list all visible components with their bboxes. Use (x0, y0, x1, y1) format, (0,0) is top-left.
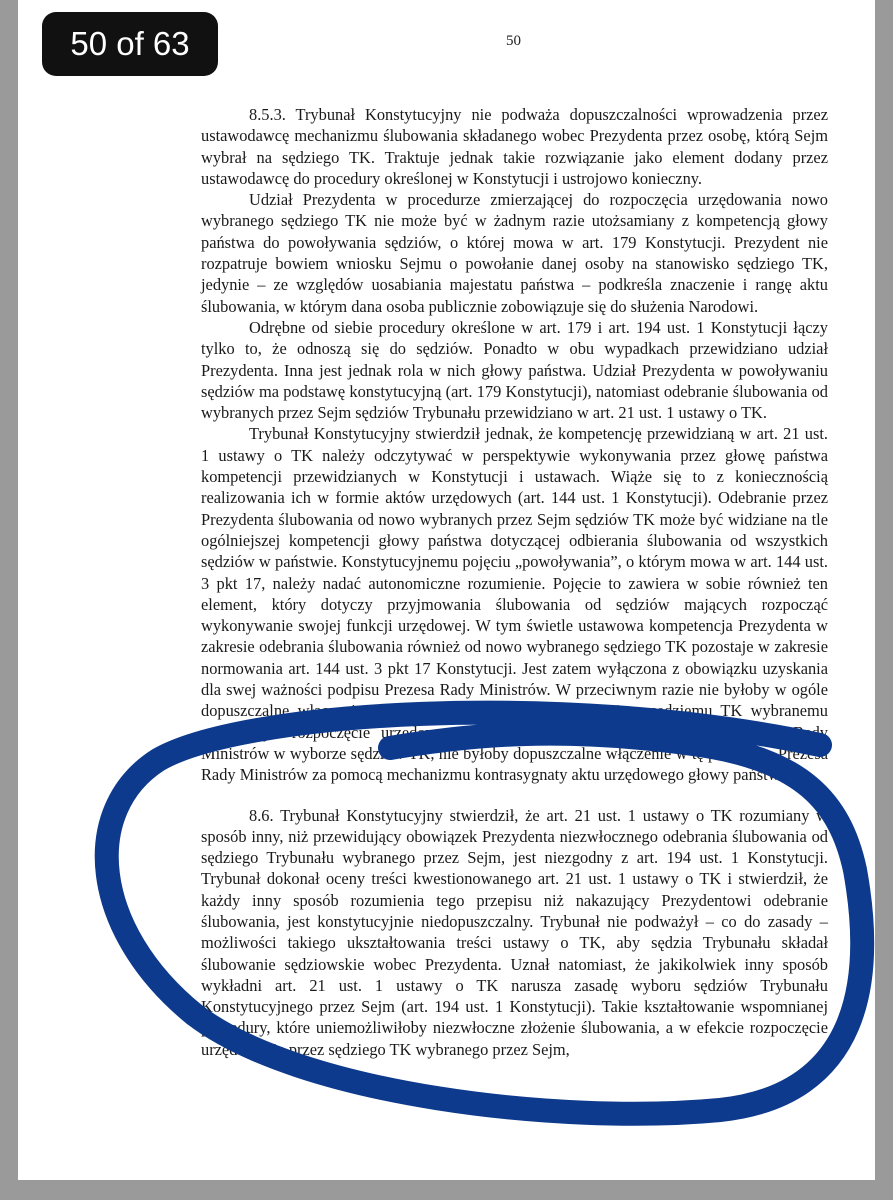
page-body (201, 104, 828, 1060)
paragraph-8-6: 8.6. Trybunał Konstytucyjny stwierdził, że art. 21 ust. 1 ustawy o TK rozumiany w sposób inny, niż przewidujący obowiązek Prezydenta niezwłocznego odebrania ślubowania od sędziego Trybunału wybranego przez Sejm, jest niezgodny z art. 194 ust. 1 Konstytucji. Trybunał dokonał oceny treści kwestionowanego art. 21 ust. 1 ustawy o TK i stwierdził, że każdy inny sposób rozumienia tego przepisu niż nakazujący Prezydentowi odebranie ślubowania, jest konstytucyjnie niedopuszczalny. Trybunał nie podważył – co do zasady – możliwości takiego ukształtowania treści ustawy o TK, aby sędzia Trybunału składał ślubowanie sędziowskie wobec Prezydenta. Uznał natomiast, że jakikolwiek inny sposób wykładni art. 21 ust. 1 ustawy o TK narusza zasadę wyboru sędziów Trybunału Konstytucyjnego przez Sejm (art. 194 ust. 1 Konstytucji). Takie kształtowanie wspomnianej procedury, które uniemożliwiłoby niezwłoczne złożenie ślubowania, a w efekcie rozpoczęcie urzędowania przez sędziego TK wybranego przez Sejm, (201, 805, 828, 1059)
document-page (18, 0, 875, 1180)
paragraph-separate-procedures: Odrębne od siebie procedury określone w art. 179 i art. 194 ust. 1 Konstytucji łączy tylko to, że odnoszą się do sędziów. Ponadto w obu wypadkach przewidziano udział Prezydenta. Inna jest jednak rola w nich głowy państwa. Udział Prezydenta w powoływaniu sędziów ma podstawę konstytucyjną (art. 179 Konstytucji), natomiast odebranie ślubowania od wybranych przez Sejm sędziów Trybunału przewidziano w art. 21 ust. 1 ustawy o TK. (201, 317, 828, 423)
page-indicator-badge: 50 of 63 (42, 12, 218, 76)
paragraph-president-role: Udział Prezydenta w procedurze zmierzającej do rozpoczęcia urzędowania nowo wybranego sędziego TK nie może być w żadnym razie utożsamiany z kompetencją głowy państwa do powoływania sędziów, o której mowa w art. 179 Konstytucji. Prezydent nie rozpatruje bowiem wniosku Sejmu o powołanie danej osoby na stanowisko sędziego TK, jedynie – ze względów uosabiania majestatu państwa – podkreśla znaczenie i rangę aktu ślubowania, w którym dana osoba publicznie zobowiązuje się do służenia Narodowi. (201, 190, 828, 316)
page-number: 50 (506, 33, 521, 49)
paragraph-competence: Trybunał Konstytucyjny stwierdził jednak, że kompetencję przewidzianą w art. 21 ust. 1 ustawy o TK należy odczytywać w perspektywie wykonywania przez głowę państwa kompetencji przewidzianych w Konstytucji i ustawach. Wiąże się to z koniecznością realizowania ich w formie aktów urzędowych (art. 144 ust. 1 Konstytucji). Odebranie przez Prezydenta ślubowania od nowo wybranych przez Sejm sędziów TK może być widziane na tle ogólniejszej kompetencji głowy państwa dotyczącej odbierania ślubowania od wszystkich sędziów w państwie. Konstytucyjnemu pojęciu „powoływania”, o którym mowa w art. 144 ust. 3 pkt 17, należy nadać autonomiczne rozumienie. Pojęcie to zawiera w sobie również ten element, który dotyczy przyjmowania ślubowania od sędziów mających rozpocząć wykonywanie swojej funkcji urzędowej. W tym świetle ustawowa kompetencja Prezydenta w zakresie odebrania ślubowania również od nowo wybranego sędziego TK pozostaje w zakresie normowania art. 144 ust. 3 pkt 17 Konstytucji. Jest zatem wyłączona z obowiązku uzyskania dla swej ważności podpisu Prezesa Rady Ministrów. W przeciwnym razie nie byłoby w ogóle dopuszczalne włączenie Prezydenta w procedurę umożliwiającą sędziemu TK wybranemu przez Sejm rozpoczęcie urzędowania. Skoro Konstytucja nie przewiduje udziału Rady Ministrów w wyborze sędziów TK, nie byłoby dopuszczalne włączenie w tę procedurę Prezesa Rady Ministrów za pomocą mechanizmu kontrasygnaty aktu urzędowego głowy państwa. (201, 424, 828, 785)
paragraph-8-5-3: 8.5.3. Trybunał Konstytucyjny nie podważa dopuszczalności wprowadzenia przez ustawodawcę mechanizmu ślubowania składanego wobec Prezydenta przez osobę, którą Sejm wybrał na sędziego TK. Traktuje jednak takie rozwiązanie jako element dodany przez ustawodawcę do procedury określonej w Konstytucji i ustrojowo konieczny. (201, 105, 828, 188)
